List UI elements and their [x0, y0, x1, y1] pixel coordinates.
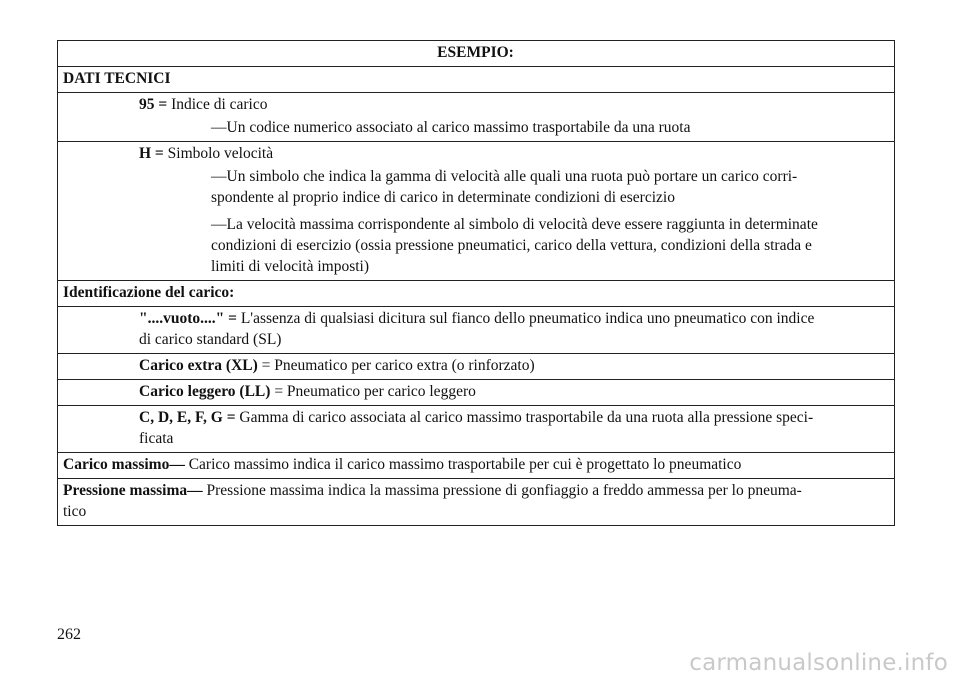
speed-symbol-label: Simbolo velocità [167, 145, 274, 162]
load-index-term [63, 94, 888, 115]
tech-data-heading: DATI TECNICI [63, 70, 171, 87]
empty-load-row [58, 307, 894, 354]
text-line: —La velocità massima corrispondente al simbolo di velocità deve essere raggiunta in determinate [211, 216, 818, 233]
load-index-desc: —Un codice numerico associato al carico massimo trasportabile da una ruota [211, 119, 691, 136]
max-pressure-text: Pressione massima indica la massima pressione di gonfiaggio a freddo ammessa per lo pneuma- [206, 482, 802, 499]
spec-table [57, 40, 895, 526]
max-load-row [58, 453, 894, 479]
load-index-code: 95 = [139, 96, 168, 113]
speed-symbol-desc-1 [63, 166, 888, 208]
empty-load-code: "....vuoto...." = [139, 310, 237, 327]
load-id-row [58, 281, 894, 307]
max-pressure-line-2: tico [63, 503, 87, 520]
speed-symbol-desc-2 [63, 214, 888, 277]
tech-data-row [58, 67, 894, 93]
max-load-text: Carico massimo indica il carico massimo trasportabile per cui è progettato lo pneumatico [188, 456, 742, 473]
load-range-text: Gamma di carico associata al carico massimo trasportabile da una ruota alla pressione speci- [239, 409, 814, 426]
speed-symbol-row [58, 142, 894, 281]
empty-load-line-2: di carico standard (SL) [139, 331, 282, 348]
example-heading: ESEMPIO: [437, 44, 514, 61]
max-pressure-line-1 [63, 480, 888, 501]
empty-load-text: L'assenza di qualsiasi dicitura sul fianco dello pneumatico indica uno pneumatico con indice [240, 310, 815, 327]
load-range-code: C, D, E, F, G = [139, 409, 236, 426]
text-line: condizioni di esercizio (ossia pressione pneumatici, carico della vettura, condizioni della strada e [211, 237, 812, 254]
max-pressure-row [58, 479, 894, 525]
extra-load-row [58, 354, 894, 380]
page-number: 262 [57, 626, 81, 643]
extra-load-text: = Pneumatico per carico extra (o rinforzato) [261, 357, 535, 374]
load-range-line-2: ficata [139, 430, 174, 447]
max-pressure-code: Pressione massima— [63, 482, 203, 499]
load-index-row [58, 93, 894, 142]
watermark: carmanualsonline.info [689, 650, 948, 676]
text-line: limiti di velocità imposti) [211, 258, 369, 275]
empty-load-line-1 [63, 308, 888, 329]
light-load-row [58, 380, 894, 406]
load-index-label: Indice di carico [171, 96, 268, 113]
table-header [58, 41, 894, 67]
text-line: —Un simbolo che indica la gamma di velocità alle quali una ruota può portare un carico corri- [211, 168, 798, 185]
speed-symbol-code: H = [139, 145, 164, 162]
max-load-code: Carico massimo— [63, 456, 185, 473]
extra-load-line [63, 355, 888, 376]
light-load-code: Carico leggero (LL) [139, 383, 271, 400]
load-id-heading: Identificazione del carico: [63, 284, 235, 301]
light-load-text: = Pneumatico per carico leggero [274, 383, 476, 400]
extra-load-code: Carico extra (XL) [139, 357, 258, 374]
load-range-row [58, 406, 894, 453]
text-line: spondente al proprio indice di carico in determinate condizioni di esercizio [211, 189, 675, 206]
load-range-line-1 [63, 407, 888, 428]
light-load-line [63, 381, 888, 402]
speed-symbol-term [63, 143, 888, 164]
